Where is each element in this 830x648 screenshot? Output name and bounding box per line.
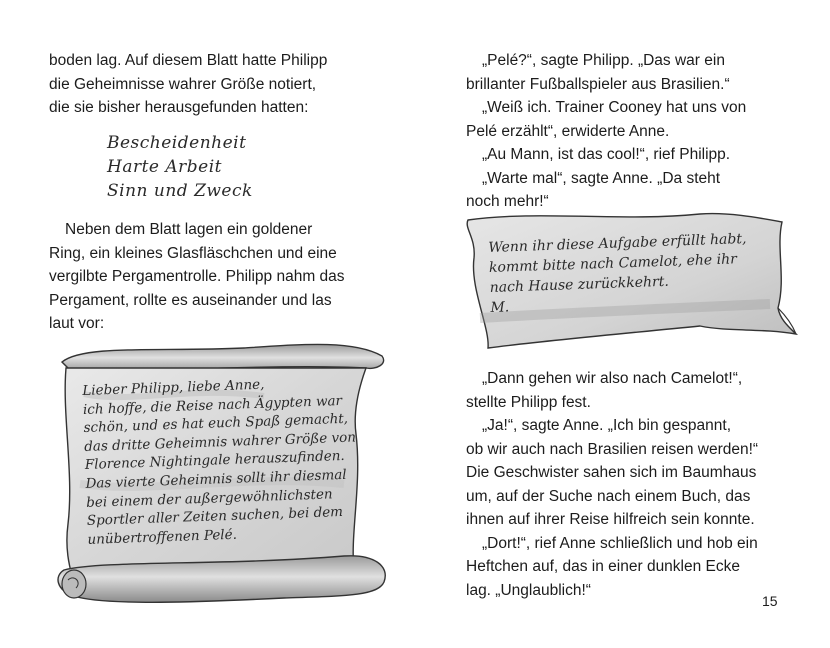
text-line: „Weiß ich. Trainer Cooney hat uns von	[482, 99, 747, 116]
scroll-line: kommt bitte nach Camelot, ehe ihr	[488, 251, 738, 276]
handwritten-note: Bescheidenheit	[107, 133, 247, 153]
text-line: noch mehr!“	[466, 193, 549, 210]
parchment-scroll-left	[44, 334, 394, 616]
left-column-text-top	[49, 49, 379, 120]
right-column-text-top	[466, 49, 796, 214]
scroll-line: bei einem der außergewöhnlichsten	[85, 485, 333, 511]
text-line: die sie bisher herausgefunden hatten:	[49, 99, 309, 116]
scroll-line: M.	[490, 299, 510, 316]
scroll-line: das dritte Geheimnis wahrer Größe von	[83, 429, 357, 455]
text-line: boden lag. Auf diesem Blatt hatte Philipp	[49, 52, 328, 69]
scroll-line: unübertroffenen Pelé.	[87, 526, 238, 548]
parchment-note-right	[460, 208, 802, 356]
text-line: laut vor:	[49, 315, 105, 332]
text-line: brillanter Fußballspieler aus Brasilien.“	[466, 75, 730, 93]
text-line: stellte Philipp fest.	[466, 393, 591, 411]
scroll-line: nach Hause zurückkehrt.	[489, 273, 670, 296]
scroll-line: Lieber Philipp, liebe Anne,	[82, 376, 265, 399]
text-line: „Dann gehen wir also nach Camelot!“,	[482, 370, 743, 387]
scroll-line: Wenn ihr diese Aufgabe erfüllt habt,	[488, 230, 747, 256]
text-line: „Dort!“, rief Anne schließlich und hob ein	[482, 534, 758, 552]
scroll-letter-text	[82, 373, 360, 550]
right-column-text-bottom	[466, 367, 796, 602]
text-line: ihnen auf ihrer Reise hilfreich sein konnte.	[466, 511, 755, 528]
handwritten-note: Harte Arbeit	[107, 157, 222, 177]
text-line: Pergament, rollte es auseinander und las	[49, 291, 332, 309]
text-line: „Warte mal“, sagte Anne. „Da steht	[482, 169, 721, 187]
scroll-line: Das vierte Geheimnis sollt ihr diesmal	[85, 466, 347, 492]
text-line: um, auf der Suche nach einem Buch, das	[466, 487, 751, 505]
scroll-line: Florence Nightingale herauszufinden.	[84, 448, 345, 474]
scroll-line: ich hoffe, die Reise nach Ägypten war	[82, 392, 343, 418]
text-line: Ring, ein kleines Glasfläschchen und eine	[49, 244, 337, 262]
text-line: Pelé erzählt“, erwiderte Anne.	[466, 122, 670, 140]
left-column-text-bottom	[49, 218, 379, 336]
text-line: Die Geschwister sahen sich im Baumhaus	[466, 464, 757, 481]
scroll-line: Sportler aller Zeiten suchen, bei dem	[86, 504, 344, 530]
page-number: 15	[762, 593, 778, 609]
text-line: vergilbte Pergamentrolle. Philipp nahm das	[49, 268, 345, 285]
scroll-line: schön, und es hat euch Spaß gemacht,	[83, 410, 349, 437]
handwritten-note: Sinn und Zweck	[107, 181, 253, 201]
handwritten-notes	[107, 131, 253, 203]
text-line: lag. „Unglaublich!“	[466, 581, 591, 599]
text-line: „Pelé?“, sagte Philipp. „Das war ein	[482, 52, 725, 69]
text-line: Heftchen auf, das in einer dunklen Ecke	[466, 558, 741, 575]
text-line: die Geheimnisse wahrer Größe notiert,	[49, 75, 317, 93]
text-line: „Au Mann, ist das cool!“, rief Philipp.	[482, 146, 731, 163]
text-line: Neben dem Blatt lagen ein goldener	[65, 221, 313, 238]
scroll-note-text	[488, 229, 749, 318]
text-line: „Ja!“, sagte Anne. „Ich bin gespannt,	[482, 417, 732, 434]
text-line: ob wir auch nach Brasilien reisen werden!“	[466, 440, 759, 458]
